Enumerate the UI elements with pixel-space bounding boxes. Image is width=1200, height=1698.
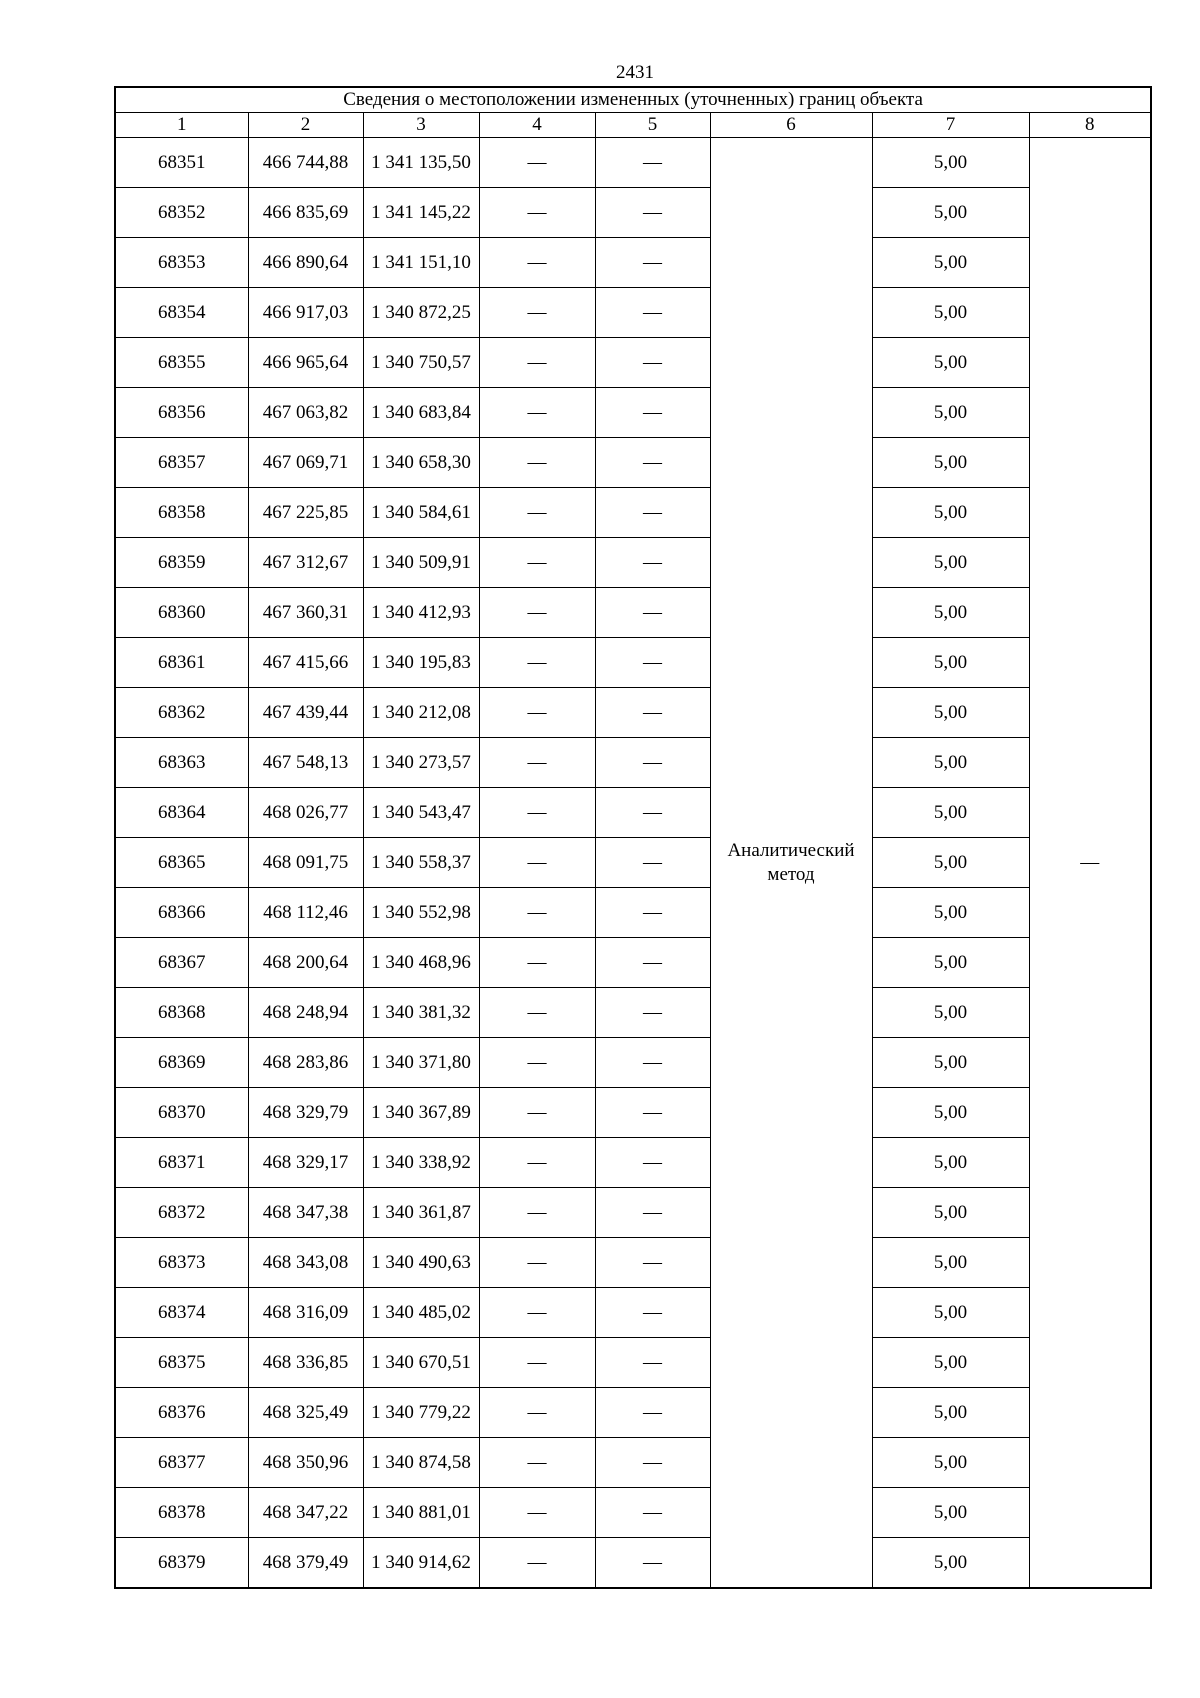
column-7-cell: 5,00 <box>872 1188 1029 1238</box>
column-number: 5 <box>595 113 710 138</box>
table-row <box>115 888 1151 938</box>
column-4-cell: — <box>479 988 595 1038</box>
table-row <box>115 1188 1151 1238</box>
column-5-cell: — <box>595 1388 710 1438</box>
x-coordinate-cell: 466 835,69 <box>248 188 363 238</box>
point-number-cell: 68352 <box>115 188 248 238</box>
column-number: 2 <box>248 113 363 138</box>
column-7-cell: 5,00 <box>872 738 1029 788</box>
column-7-cell: 5,00 <box>872 788 1029 838</box>
table-row <box>115 838 1151 888</box>
x-coordinate-cell: 468 026,77 <box>248 788 363 838</box>
column-7-cell: 5,00 <box>872 688 1029 738</box>
column-7-cell: 5,00 <box>872 1138 1029 1188</box>
table-row <box>115 1438 1151 1488</box>
x-coordinate-cell: 468 343,08 <box>248 1238 363 1288</box>
table-row <box>115 138 1151 188</box>
column-5-cell: — <box>595 1438 710 1488</box>
y-coordinate-cell: 1 340 509,91 <box>363 538 479 588</box>
column-5-cell: — <box>595 688 710 738</box>
column-7-cell: 5,00 <box>872 938 1029 988</box>
column-4-cell: — <box>479 688 595 738</box>
x-coordinate-cell: 466 744,88 <box>248 138 363 188</box>
point-number-cell: 68357 <box>115 438 248 488</box>
column-4-cell: — <box>479 738 595 788</box>
table-row <box>115 488 1151 538</box>
column-4-cell: — <box>479 1488 595 1538</box>
y-coordinate-cell: 1 341 135,50 <box>363 138 479 188</box>
point-number-cell: 68377 <box>115 1438 248 1488</box>
x-coordinate-cell: 467 225,85 <box>248 488 363 538</box>
column-5-cell: — <box>595 1138 710 1188</box>
method-line-1: Аналитический <box>727 839 855 861</box>
table-row <box>115 588 1151 638</box>
x-coordinate-cell: 467 063,82 <box>248 388 363 438</box>
point-number-cell: 68360 <box>115 588 248 638</box>
column-5-cell: — <box>595 1088 710 1138</box>
y-coordinate-cell: 1 340 195,83 <box>363 638 479 688</box>
column-5-cell: — <box>595 538 710 588</box>
column-7-cell: 5,00 <box>872 288 1029 338</box>
table-row <box>115 1288 1151 1338</box>
x-coordinate-cell: 467 069,71 <box>248 438 363 488</box>
point-number-cell: 68367 <box>115 938 248 988</box>
column-7-cell: 5,00 <box>872 488 1029 538</box>
point-number-cell: 68365 <box>115 838 248 888</box>
x-coordinate-cell: 468 336,85 <box>248 1338 363 1388</box>
column-4-cell: — <box>479 638 595 688</box>
x-coordinate-cell: 467 439,44 <box>248 688 363 738</box>
column-4-cell: — <box>479 1338 595 1388</box>
y-coordinate-cell: 1 340 361,87 <box>363 1188 479 1238</box>
y-coordinate-cell: 1 340 881,01 <box>363 1488 479 1538</box>
y-coordinate-cell: 1 340 367,89 <box>363 1088 479 1138</box>
column-7-cell: 5,00 <box>872 538 1029 588</box>
boundary-coordinates-table <box>114 86 1152 1589</box>
column-5-cell: — <box>595 638 710 688</box>
point-number-cell: 68374 <box>115 1288 248 1338</box>
table-row <box>115 1238 1151 1288</box>
table-row <box>115 1338 1151 1388</box>
column-number: 6 <box>710 113 872 138</box>
table-row <box>115 1538 1151 1589</box>
column-5-cell: — <box>595 838 710 888</box>
point-number-cell: 68371 <box>115 1138 248 1188</box>
point-number-cell: 68372 <box>115 1188 248 1238</box>
column-5-cell: — <box>595 788 710 838</box>
table-row <box>115 738 1151 788</box>
y-coordinate-cell: 1 341 151,10 <box>363 238 479 288</box>
column-7-cell: 5,00 <box>872 188 1029 238</box>
y-coordinate-cell: 1 340 558,37 <box>363 838 479 888</box>
x-coordinate-cell: 468 325,49 <box>248 1388 363 1438</box>
table-row <box>115 288 1151 338</box>
y-coordinate-cell: 1 340 552,98 <box>363 888 479 938</box>
table-row <box>115 788 1151 838</box>
table-caption: Сведения о местоположении измененных (уточненных) границ объекта <box>115 87 1151 113</box>
point-number-cell: 68358 <box>115 488 248 538</box>
table-row <box>115 1388 1151 1438</box>
column-5-cell: — <box>595 1288 710 1338</box>
column-7-cell: 5,00 <box>872 888 1029 938</box>
column-7-cell: 5,00 <box>872 1338 1029 1388</box>
point-number-cell: 68364 <box>115 788 248 838</box>
column-4-cell: — <box>479 588 595 638</box>
column-5-cell: — <box>595 138 710 188</box>
table-row <box>115 538 1151 588</box>
x-coordinate-cell: 467 312,67 <box>248 538 363 588</box>
column-number: 3 <box>363 113 479 138</box>
column-5-cell: — <box>595 1338 710 1388</box>
column-5-cell: — <box>595 1488 710 1538</box>
column-7-cell: 5,00 <box>872 138 1029 188</box>
column-4-cell: — <box>479 1188 595 1238</box>
column-7-cell: 5,00 <box>872 238 1029 288</box>
y-coordinate-cell: 1 340 412,93 <box>363 588 479 638</box>
x-coordinate-cell: 468 347,38 <box>248 1188 363 1238</box>
column-5-cell: — <box>595 938 710 988</box>
column-7-cell: 5,00 <box>872 638 1029 688</box>
column-7-cell: 5,00 <box>872 838 1029 888</box>
column-5-cell: — <box>595 1238 710 1288</box>
x-coordinate-cell: 467 548,13 <box>248 738 363 788</box>
method-line-2: метод <box>767 863 815 885</box>
column-5-cell: — <box>595 1188 710 1238</box>
table-row <box>115 1088 1151 1138</box>
column-5-cell: — <box>595 738 710 788</box>
column-8-cell: — <box>1029 138 1151 1589</box>
y-coordinate-cell: 1 340 914,62 <box>363 1538 479 1589</box>
point-number-cell: 68366 <box>115 888 248 938</box>
point-number-cell: 68378 <box>115 1488 248 1538</box>
column-7-cell: 5,00 <box>872 1238 1029 1288</box>
column-7-cell: 5,00 <box>872 988 1029 1038</box>
x-coordinate-cell: 468 347,22 <box>248 1488 363 1538</box>
column-number-row <box>115 113 1151 138</box>
column-4-cell: — <box>479 388 595 438</box>
x-coordinate-cell: 468 248,94 <box>248 988 363 1038</box>
point-number-cell: 68353 <box>115 238 248 288</box>
table-row <box>115 1038 1151 1088</box>
column-number: 7 <box>872 113 1029 138</box>
column-5-cell: — <box>595 438 710 488</box>
y-coordinate-cell: 1 340 670,51 <box>363 1338 479 1388</box>
method-cell <box>710 138 872 1589</box>
column-5-cell: — <box>595 388 710 438</box>
y-coordinate-cell: 1 340 338,92 <box>363 1138 479 1188</box>
point-number-cell: 68359 <box>115 538 248 588</box>
x-coordinate-cell: 466 890,64 <box>248 238 363 288</box>
y-coordinate-cell: 1 340 750,57 <box>363 338 479 388</box>
point-number-cell: 68351 <box>115 138 248 188</box>
table-row <box>115 188 1151 238</box>
column-4-cell: — <box>479 1388 595 1438</box>
x-coordinate-cell: 468 112,46 <box>248 888 363 938</box>
x-coordinate-cell: 467 360,31 <box>248 588 363 638</box>
column-4-cell: — <box>479 138 595 188</box>
column-4-cell: — <box>479 888 595 938</box>
column-5-cell: — <box>595 338 710 388</box>
column-4-cell: — <box>479 1088 595 1138</box>
x-coordinate-cell: 468 379,49 <box>248 1538 363 1589</box>
y-coordinate-cell: 1 340 468,96 <box>363 938 479 988</box>
column-7-cell: 5,00 <box>872 1438 1029 1488</box>
column-5-cell: — <box>595 188 710 238</box>
column-7-cell: 5,00 <box>872 338 1029 388</box>
column-4-cell: — <box>479 188 595 238</box>
y-coordinate-cell: 1 340 371,80 <box>363 1038 479 1088</box>
x-coordinate-cell: 468 329,79 <box>248 1088 363 1138</box>
point-number-cell: 68361 <box>115 638 248 688</box>
y-coordinate-cell: 1 340 490,63 <box>363 1238 479 1288</box>
point-number-cell: 68362 <box>115 688 248 738</box>
column-4-cell: — <box>479 1438 595 1488</box>
y-coordinate-cell: 1 340 273,57 <box>363 738 479 788</box>
y-coordinate-cell: 1 340 872,25 <box>363 288 479 338</box>
column-4-cell: — <box>479 488 595 538</box>
x-coordinate-cell: 468 283,86 <box>248 1038 363 1088</box>
y-coordinate-cell: 1 340 874,58 <box>363 1438 479 1488</box>
column-4-cell: — <box>479 1038 595 1088</box>
y-coordinate-cell: 1 340 584,61 <box>363 488 479 538</box>
column-4-cell: — <box>479 1288 595 1338</box>
column-4-cell: — <box>479 1538 595 1589</box>
point-number-cell: 68376 <box>115 1388 248 1438</box>
column-5-cell: — <box>595 288 710 338</box>
column-7-cell: 5,00 <box>872 1488 1029 1538</box>
table-row <box>115 638 1151 688</box>
point-number-cell: 68363 <box>115 738 248 788</box>
point-number-cell: 68369 <box>115 1038 248 1088</box>
y-coordinate-cell: 1 340 683,84 <box>363 388 479 438</box>
column-4-cell: — <box>479 338 595 388</box>
x-coordinate-cell: 468 200,64 <box>248 938 363 988</box>
page-number: 2431 <box>616 62 654 83</box>
column-4-cell: — <box>479 938 595 988</box>
column-7-cell: 5,00 <box>872 388 1029 438</box>
point-number-cell: 68355 <box>115 338 248 388</box>
table-row <box>115 938 1151 988</box>
point-number-cell: 68373 <box>115 1238 248 1288</box>
point-number-cell: 68356 <box>115 388 248 438</box>
column-5-cell: — <box>595 988 710 1038</box>
column-number: 4 <box>479 113 595 138</box>
column-4-cell: — <box>479 788 595 838</box>
column-7-cell: 5,00 <box>872 1288 1029 1338</box>
x-coordinate-cell: 468 316,09 <box>248 1288 363 1338</box>
table-row <box>115 388 1151 438</box>
x-coordinate-cell: 467 415,66 <box>248 638 363 688</box>
point-number-cell: 68354 <box>115 288 248 338</box>
point-number-cell: 68379 <box>115 1538 248 1589</box>
point-number-cell: 68375 <box>115 1338 248 1388</box>
column-5-cell: — <box>595 238 710 288</box>
y-coordinate-cell: 1 341 145,22 <box>363 188 479 238</box>
table-row <box>115 1138 1151 1188</box>
column-5-cell: — <box>595 488 710 538</box>
table-body <box>115 138 1151 1589</box>
column-4-cell: — <box>479 538 595 588</box>
y-coordinate-cell: 1 340 543,47 <box>363 788 479 838</box>
x-coordinate-cell: 466 965,64 <box>248 338 363 388</box>
table-row <box>115 438 1151 488</box>
column-7-cell: 5,00 <box>872 1038 1029 1088</box>
column-4-cell: — <box>479 288 595 338</box>
column-5-cell: — <box>595 588 710 638</box>
x-coordinate-cell: 468 350,96 <box>248 1438 363 1488</box>
table-row <box>115 1488 1151 1538</box>
column-7-cell: 5,00 <box>872 588 1029 638</box>
y-coordinate-cell: 1 340 485,02 <box>363 1288 479 1338</box>
table-row <box>115 988 1151 1038</box>
column-4-cell: — <box>479 238 595 288</box>
table-row <box>115 338 1151 388</box>
column-5-cell: — <box>595 1038 710 1088</box>
x-coordinate-cell: 466 917,03 <box>248 288 363 338</box>
column-4-cell: — <box>479 438 595 488</box>
column-7-cell: 5,00 <box>872 1388 1029 1438</box>
table-row <box>115 238 1151 288</box>
y-coordinate-cell: 1 340 381,32 <box>363 988 479 1038</box>
point-number-cell: 68370 <box>115 1088 248 1138</box>
x-coordinate-cell: 468 091,75 <box>248 838 363 888</box>
column-number: 8 <box>1029 113 1151 138</box>
y-coordinate-cell: 1 340 658,30 <box>363 438 479 488</box>
column-4-cell: — <box>479 1138 595 1188</box>
column-7-cell: 5,00 <box>872 438 1029 488</box>
column-5-cell: — <box>595 1538 710 1589</box>
y-coordinate-cell: 1 340 212,08 <box>363 688 479 738</box>
column-7-cell: 5,00 <box>872 1538 1029 1589</box>
point-number-cell: 68368 <box>115 988 248 1038</box>
column-7-cell: 5,00 <box>872 1088 1029 1138</box>
column-4-cell: — <box>479 1238 595 1288</box>
column-number: 1 <box>115 113 248 138</box>
y-coordinate-cell: 1 340 779,22 <box>363 1388 479 1438</box>
x-coordinate-cell: 468 329,17 <box>248 1138 363 1188</box>
table-row <box>115 688 1151 738</box>
column-5-cell: — <box>595 888 710 938</box>
column-4-cell: — <box>479 838 595 888</box>
